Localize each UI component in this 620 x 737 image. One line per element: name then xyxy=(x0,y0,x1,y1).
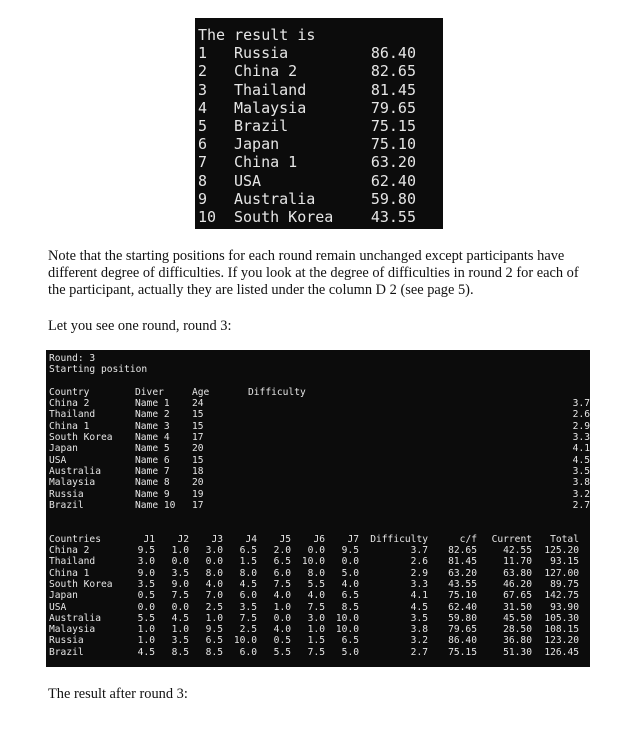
score-total: 105.30 xyxy=(544,612,579,624)
result-row xyxy=(198,44,443,62)
score-j3: 7.0 xyxy=(205,590,223,602)
start-age: 20 xyxy=(192,443,204,455)
start-diver: Name 7 xyxy=(135,465,170,477)
start-table-header xyxy=(49,387,590,398)
start-table-row xyxy=(49,500,590,511)
score-difficulty: 2.7 xyxy=(410,646,428,658)
result-score: 79.65 xyxy=(370,98,416,117)
score-current: 45.50 xyxy=(503,612,532,624)
score-j6: 1.0 xyxy=(307,624,325,636)
start-difficulty: 3.8 xyxy=(572,477,590,489)
score-cf: 79.65 xyxy=(448,624,477,636)
start-age: 19 xyxy=(192,488,204,500)
score-header-difficulty: Difficulty xyxy=(370,533,428,545)
score-j7: 5.0 xyxy=(341,567,359,579)
result-country: Brazil xyxy=(234,116,289,135)
start-age: 17 xyxy=(192,432,204,444)
round-label: Round: 3 xyxy=(49,353,96,364)
result-score: 63.20 xyxy=(370,153,416,172)
score-header-j4: J4 xyxy=(245,533,257,545)
result-score: 75.10 xyxy=(370,135,416,154)
score-total: 127.00 xyxy=(544,567,579,579)
score-country: South Korea xyxy=(49,578,113,590)
start-difficulty: 3.5 xyxy=(572,465,590,477)
start-age: 20 xyxy=(192,477,204,489)
score-j2: 9.0 xyxy=(171,578,189,590)
start-table-row xyxy=(49,466,590,477)
start-header-age: Age xyxy=(192,386,210,398)
score-j5: 5.5 xyxy=(273,646,291,658)
score-cf: 75.10 xyxy=(448,590,477,602)
result-terminal-screenshot xyxy=(195,18,443,229)
starting-position-label: Starting position xyxy=(49,364,148,376)
score-j1: 9.5 xyxy=(137,545,155,557)
score-cf: 75.15 xyxy=(448,646,477,658)
score-j4: 4.5 xyxy=(239,578,257,590)
score-j1: 1.0 xyxy=(137,635,155,647)
score-j6: 3.0 xyxy=(307,612,325,624)
score-country: Brazil xyxy=(49,646,84,658)
start-country: Australia xyxy=(49,465,101,477)
start-country: Brazil xyxy=(49,499,84,511)
result-rank: 1 xyxy=(198,44,208,63)
score-j1: 0.0 xyxy=(137,601,155,613)
result-row xyxy=(198,99,443,117)
score-j2: 8.5 xyxy=(171,646,189,658)
result-list xyxy=(198,44,443,226)
start-difficulty: 2.6 xyxy=(572,409,590,421)
result-score: 43.55 xyxy=(370,207,416,226)
result-country: South Korea xyxy=(234,207,334,226)
score-total: 126.45 xyxy=(544,646,579,658)
start-diver: Name 6 xyxy=(135,454,170,466)
result-row xyxy=(198,153,443,171)
score-j5: 0.0 xyxy=(273,612,291,624)
score-difficulty: 2.6 xyxy=(410,556,428,568)
start-header-country: Country xyxy=(49,386,90,398)
score-total: 125.20 xyxy=(544,545,579,557)
result-country: Thailand xyxy=(234,80,307,99)
score-country: Japan xyxy=(49,590,78,602)
score-cf: 43.55 xyxy=(448,578,477,590)
score-country: China 2 xyxy=(49,545,90,557)
score-j6: 8.0 xyxy=(307,567,325,579)
start-table-row xyxy=(49,455,590,466)
score-header-j7: J7 xyxy=(347,533,359,545)
start-country: South Korea xyxy=(49,432,113,444)
score-j4: 2.5 xyxy=(239,624,257,636)
score-table-row xyxy=(49,613,590,624)
score-j2: 0.0 xyxy=(171,556,189,568)
start-difficulty: 2.9 xyxy=(572,420,590,432)
result-rank: 5 xyxy=(198,116,208,135)
score-header-j6: J6 xyxy=(313,533,325,545)
score-j1: 3.5 xyxy=(137,578,155,590)
start-difficulty: 4.1 xyxy=(572,443,590,455)
start-diver: Name 10 xyxy=(135,499,176,511)
score-j3: 2.5 xyxy=(205,601,223,613)
score-j5: 4.0 xyxy=(273,624,291,636)
score-difficulty: 2.9 xyxy=(410,567,428,579)
score-j4: 7.5 xyxy=(239,612,257,624)
score-header-cf: c/f xyxy=(459,533,477,545)
score-current: 63.80 xyxy=(503,567,532,579)
start-table-row xyxy=(49,432,590,443)
score-cf: 86.40 xyxy=(448,635,477,647)
score-j7: 8.5 xyxy=(341,601,359,613)
round-terminal-screenshot xyxy=(46,350,590,667)
start-table-row xyxy=(49,421,590,432)
score-total: 89.75 xyxy=(550,578,579,590)
score-current: 46.20 xyxy=(503,578,532,590)
result-header: The result is xyxy=(198,26,316,44)
score-j6: 7.5 xyxy=(307,646,325,658)
start-diver: Name 1 xyxy=(135,398,170,410)
result-country: Japan xyxy=(234,135,280,154)
start-diver: Name 9 xyxy=(135,488,170,500)
result-rank: 9 xyxy=(198,189,208,208)
start-diver: Name 3 xyxy=(135,420,170,432)
score-cf: 81.45 xyxy=(448,556,477,568)
score-table-row xyxy=(49,556,590,567)
result-country: Russia xyxy=(234,44,289,63)
score-j5: 1.0 xyxy=(273,601,291,613)
score-j6: 7.5 xyxy=(307,601,325,613)
score-table-row xyxy=(49,602,590,613)
score-current: 31.50 xyxy=(503,601,532,613)
score-j5: 2.0 xyxy=(273,545,291,557)
score-j7: 10.0 xyxy=(335,612,359,624)
score-difficulty: 3.3 xyxy=(410,578,428,590)
score-header-j1: J1 xyxy=(143,533,155,545)
start-header-diver: Diver xyxy=(135,386,164,398)
score-j4: 3.5 xyxy=(239,601,257,613)
result-rank: 3 xyxy=(198,80,208,99)
score-j1: 3.0 xyxy=(137,556,155,568)
score-j1: 4.5 xyxy=(137,646,155,658)
score-table-header xyxy=(49,534,590,545)
score-j1: 5.5 xyxy=(137,612,155,624)
score-difficulty: 3.2 xyxy=(410,635,428,647)
score-j3: 8.0 xyxy=(205,567,223,579)
start-country: Japan xyxy=(49,443,78,455)
score-j3: 3.0 xyxy=(205,545,223,557)
start-table-row xyxy=(49,477,590,488)
score-j3: 0.0 xyxy=(205,556,223,568)
score-country: USA xyxy=(49,601,67,613)
result-row xyxy=(198,190,443,208)
score-header-total: Total xyxy=(550,533,579,545)
score-j3: 4.0 xyxy=(205,578,223,590)
score-total: 142.75 xyxy=(544,590,579,602)
score-difficulty: 4.5 xyxy=(410,601,428,613)
score-current: 42.55 xyxy=(503,545,532,557)
start-age: 15 xyxy=(192,409,204,421)
result-rank: 6 xyxy=(198,135,208,154)
result-score: 86.40 xyxy=(370,44,416,63)
score-j7: 6.5 xyxy=(341,635,359,647)
result-row xyxy=(198,62,443,80)
result-score: 59.80 xyxy=(370,189,416,208)
score-j6: 5.5 xyxy=(307,578,325,590)
score-cf: 59.80 xyxy=(448,612,477,624)
score-j6: 0.0 xyxy=(307,545,325,557)
score-j4: 6.0 xyxy=(239,590,257,602)
score-j5: 6.5 xyxy=(273,556,291,568)
score-j6: 1.5 xyxy=(307,635,325,647)
result-rank: 4 xyxy=(198,98,208,117)
result-score: 82.65 xyxy=(370,62,416,81)
start-country: Thailand xyxy=(49,409,96,421)
start-header-difficulty: Difficulty xyxy=(248,386,306,398)
start-age: 15 xyxy=(192,420,204,432)
score-country: China 1 xyxy=(49,567,90,579)
start-table-row xyxy=(49,489,590,500)
note-paragraph: Note that the starting positions for each round remain unchanged except participants have different degree of difficulties. If you look at the degree of difficulties in round 2 for each of the participant, actually they are listed under the column D 2 (see page 5). xyxy=(48,248,579,298)
score-current: 67.65 xyxy=(503,590,532,602)
score-total: 93.15 xyxy=(550,556,579,568)
intro-paragraph: Let you see one round, round 3: xyxy=(48,318,232,334)
score-j5: 4.0 xyxy=(273,590,291,602)
score-j1: 9.0 xyxy=(137,567,155,579)
result-country: China 1 xyxy=(234,153,298,172)
score-j4: 6.0 xyxy=(239,646,257,658)
start-age: 15 xyxy=(192,454,204,466)
score-j5: 7.5 xyxy=(273,578,291,590)
score-j2: 7.5 xyxy=(171,590,189,602)
score-total: 108.15 xyxy=(544,624,579,636)
start-country: Malaysia xyxy=(49,477,96,489)
score-j1: 1.0 xyxy=(137,624,155,636)
score-difficulty: 4.1 xyxy=(410,590,428,602)
score-j3: 1.0 xyxy=(205,612,223,624)
start-age: 18 xyxy=(192,465,204,477)
score-total: 93.90 xyxy=(550,601,579,613)
score-header-j5: J5 xyxy=(279,533,291,545)
score-j4: 1.5 xyxy=(239,556,257,568)
score-j7: 5.0 xyxy=(341,646,359,658)
score-j3: 9.5 xyxy=(205,624,223,636)
score-j4: 8.0 xyxy=(239,567,257,579)
after-paragraph: The result after round 3: xyxy=(48,686,188,702)
score-j2: 3.5 xyxy=(171,567,189,579)
score-table-row xyxy=(49,590,590,601)
result-country: Malaysia xyxy=(234,98,307,117)
score-total: 123.20 xyxy=(544,635,579,647)
score-country: Australia xyxy=(49,612,101,624)
start-difficulty: 2.7 xyxy=(572,499,590,511)
start-country: USA xyxy=(49,454,67,466)
result-row xyxy=(198,81,443,99)
score-j3: 8.5 xyxy=(205,646,223,658)
result-score: 81.45 xyxy=(370,80,416,99)
start-age: 17 xyxy=(192,499,204,511)
score-j4: 6.5 xyxy=(239,545,257,557)
result-row xyxy=(198,172,443,190)
score-difficulty: 3.8 xyxy=(410,624,428,636)
score-j7: 4.0 xyxy=(341,578,359,590)
result-row xyxy=(198,117,443,135)
result-score: 62.40 xyxy=(370,171,416,190)
result-score: 75.15 xyxy=(370,116,416,135)
score-difficulty: 3.7 xyxy=(410,545,428,557)
result-country: China 2 xyxy=(234,62,298,81)
result-rank: 7 xyxy=(198,153,208,172)
score-j4: 10.0 xyxy=(233,635,257,647)
score-j7: 6.5 xyxy=(341,590,359,602)
score-table-body xyxy=(49,545,590,658)
score-j1: 0.5 xyxy=(137,590,155,602)
start-diver: Name 5 xyxy=(135,443,170,455)
score-j2: 1.0 xyxy=(171,545,189,557)
score-j6: 4.0 xyxy=(307,590,325,602)
result-rank: 8 xyxy=(198,171,208,190)
score-current: 28.50 xyxy=(503,624,532,636)
start-country: China 1 xyxy=(49,420,90,432)
start-country: China 2 xyxy=(49,398,90,410)
score-j7: 9.5 xyxy=(341,545,359,557)
score-table-row xyxy=(49,647,590,658)
start-diver: Name 4 xyxy=(135,432,170,444)
score-country: Russia xyxy=(49,635,84,647)
start-table-body xyxy=(49,398,590,511)
result-row xyxy=(198,135,443,153)
result-country: USA xyxy=(234,171,262,190)
start-table-row xyxy=(49,398,590,409)
score-table-row xyxy=(49,568,590,579)
score-cf: 82.65 xyxy=(448,545,477,557)
start-country: Russia xyxy=(49,488,84,500)
score-j2: 3.5 xyxy=(171,635,189,647)
score-current: 36.80 xyxy=(503,635,532,647)
score-difficulty: 3.5 xyxy=(410,612,428,624)
score-j3: 6.5 xyxy=(205,635,223,647)
score-current: 11.70 xyxy=(503,556,532,568)
result-row xyxy=(198,208,443,226)
score-header-j3: J3 xyxy=(211,533,223,545)
score-j7: 0.0 xyxy=(341,556,359,568)
score-table-row xyxy=(49,579,590,590)
start-diver: Name 2 xyxy=(135,409,170,421)
score-header-j2: J2 xyxy=(177,533,189,545)
score-table-row xyxy=(49,635,590,646)
score-j2: 1.0 xyxy=(171,624,189,636)
score-j6: 10.0 xyxy=(301,556,325,568)
score-j5: 0.5 xyxy=(273,635,291,647)
start-diver: Name 8 xyxy=(135,477,170,489)
score-country: Malaysia xyxy=(49,624,96,636)
score-current: 51.30 xyxy=(503,646,532,658)
start-table-row xyxy=(49,409,590,420)
result-rank: 10 xyxy=(198,207,217,226)
start-table-row xyxy=(49,443,590,454)
score-j7: 10.0 xyxy=(335,624,359,636)
score-table-row xyxy=(49,624,590,635)
score-cf: 62.40 xyxy=(448,601,477,613)
result-rank: 2 xyxy=(198,62,208,81)
start-age: 24 xyxy=(192,398,204,410)
score-country: Thailand xyxy=(49,556,96,568)
score-header-country: Countries xyxy=(49,533,101,545)
start-difficulty: 3.3 xyxy=(572,432,590,444)
score-table-row xyxy=(49,545,590,556)
score-header-current: Current xyxy=(491,533,532,545)
start-difficulty: 3.2 xyxy=(572,488,590,500)
score-cf: 63.20 xyxy=(448,567,477,579)
score-j2: 0.0 xyxy=(171,601,189,613)
score-j5: 6.0 xyxy=(273,567,291,579)
start-difficulty: 4.5 xyxy=(572,454,590,466)
start-difficulty: 3.7 xyxy=(572,398,590,410)
result-country: Australia xyxy=(234,189,316,208)
score-j2: 4.5 xyxy=(171,612,189,624)
